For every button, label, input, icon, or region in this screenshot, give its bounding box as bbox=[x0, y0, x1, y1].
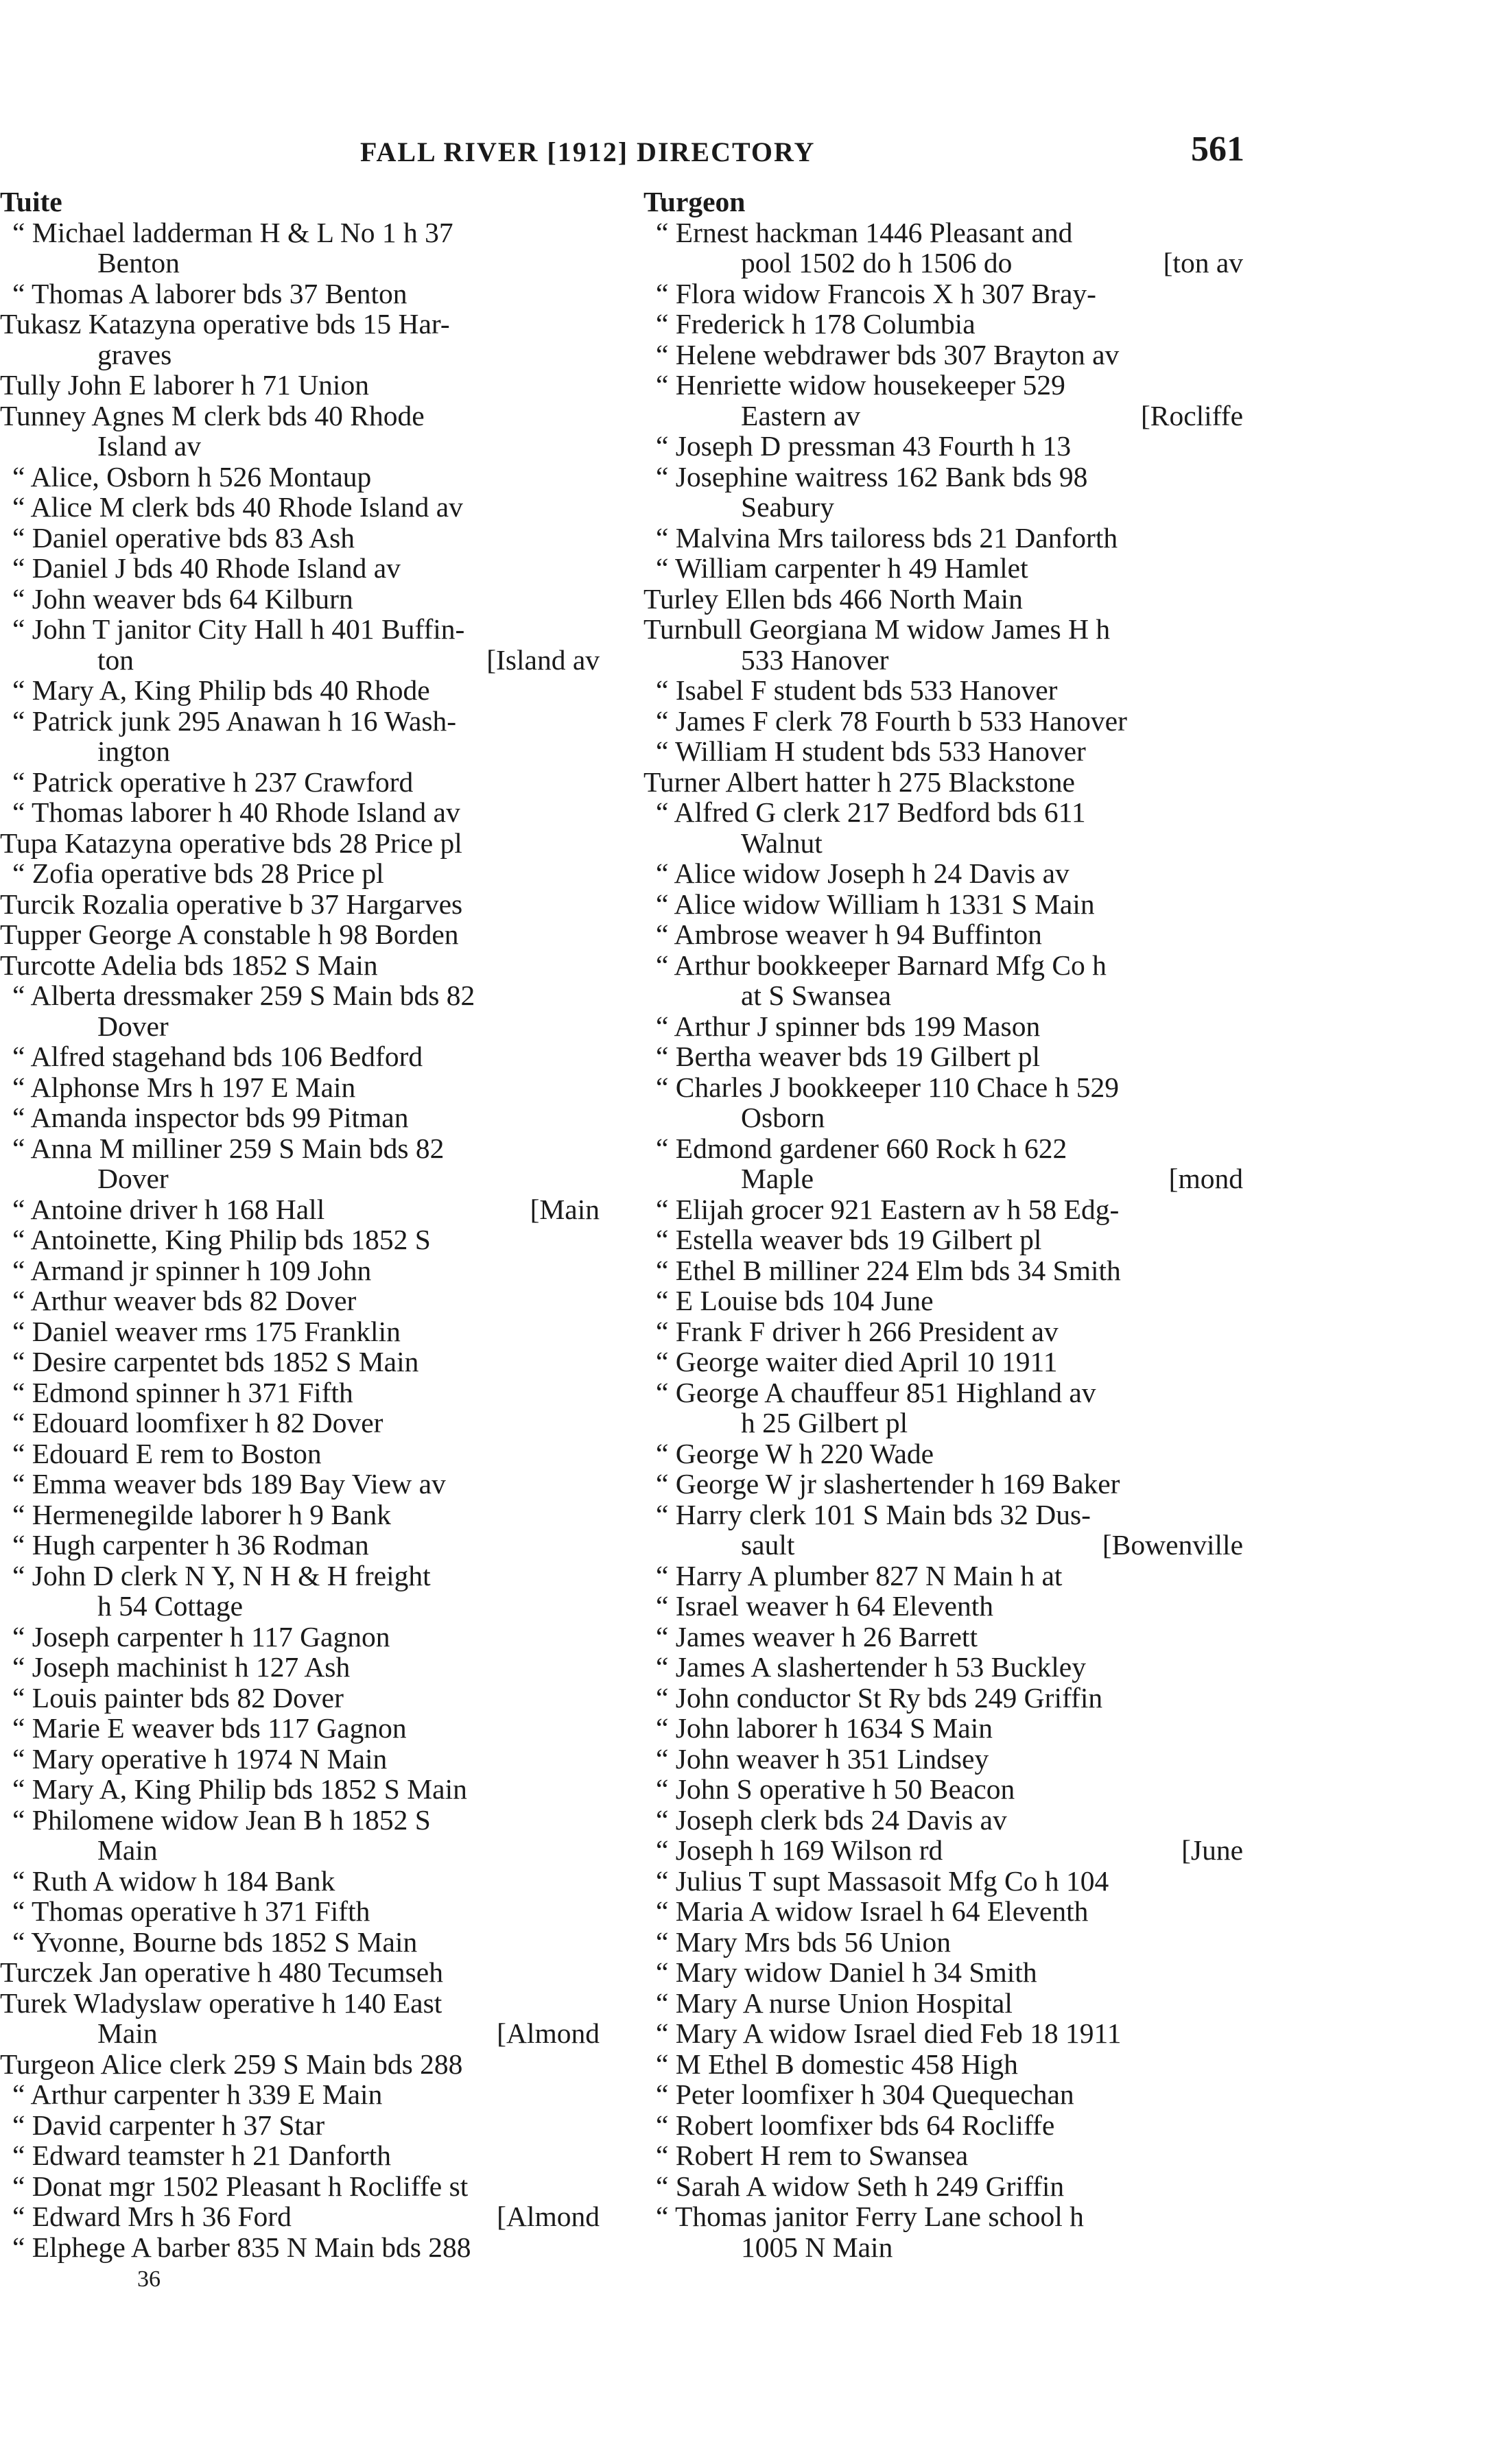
directory-entry: “ Thomas operative h 371 Fifth bbox=[12, 1895, 370, 1927]
directory-entry-line bbox=[643, 1835, 1247, 1866]
directory-entry: “ Robert loomfixer bds 64 Rocliffe bbox=[656, 2109, 1055, 2141]
directory-entry: “ Mary widow Daniel h 34 Smith bbox=[656, 1956, 1037, 1988]
directory-entry: “ Alice M clerk bds 40 Rhode Island av bbox=[12, 491, 463, 523]
directory-entry: “ Daniel operative bds 83 Ash bbox=[12, 521, 355, 554]
directory-entry: “ John S operative h 50 Beacon bbox=[656, 1773, 1015, 1805]
directory-entry: Tupa Katazyna operative bds 28 Price pl bbox=[0, 827, 462, 859]
signature-mark: 36 bbox=[137, 2266, 161, 2292]
directory-entry-line bbox=[0, 2018, 604, 2049]
directory-entry: “ Alphonse Mrs h 197 E Main bbox=[12, 1071, 356, 1103]
directory-entry: “ John D clerk N Y, N H & H freight bbox=[12, 1559, 431, 1591]
entry-carryover: [Almond bbox=[497, 2201, 600, 2232]
directory-entry: “ Amanda inspector bds 99 Pitman bbox=[12, 1102, 409, 1133]
directory-entry: “ Zofia operative bds 28 Price pl bbox=[12, 857, 384, 889]
directory-entry: “ Daniel J bds 40 Rhode Island av bbox=[12, 552, 401, 584]
page-title: FALL RIVER [1912] DIRECTORY bbox=[360, 137, 816, 167]
directory-entry: “ Arthur J spinner bds 199 Mason bbox=[656, 1010, 1041, 1042]
directory-entry: “ E Louise bds 104 June bbox=[656, 1285, 934, 1316]
directory-entry-line bbox=[643, 1163, 1247, 1194]
entry-carryover: [Rocliffe bbox=[1140, 399, 1243, 431]
directory-entry: “ Harry clerk 101 S Main bds 32 Dus- bbox=[656, 1498, 1091, 1530]
directory-entry: “ Bertha weaver bds 19 Gilbert pl bbox=[656, 1041, 1041, 1072]
directory-entry: “ George W h 220 Wade bbox=[656, 1437, 934, 1469]
directory-entry: “ Ernest hackman 1446 Pleasant and bbox=[656, 216, 1073, 248]
entry-carryover: [Almond bbox=[497, 2017, 600, 2049]
entry-text: Maple bbox=[741, 1163, 814, 1194]
directory-entry: “ Alice widow Joseph h 24 Davis av bbox=[656, 857, 1070, 889]
directory-entry: “ Michael ladderman H & L No 1 h 37 bbox=[12, 216, 453, 248]
entry-continuation: Walnut bbox=[741, 827, 823, 859]
directory-entry: “ Hermenegilde laborer h 9 Bank bbox=[12, 1498, 391, 1530]
entry-continuation: Osborn bbox=[741, 1102, 825, 1133]
entry-continuation: Main bbox=[97, 1834, 158, 1866]
entry-continuation: 533 Hanover bbox=[741, 643, 889, 676]
directory-entry: “ Frederick h 178 Columbia bbox=[656, 308, 976, 340]
directory-entry-line bbox=[0, 1194, 604, 1225]
page-number: 561 bbox=[1191, 130, 1244, 169]
directory-entry: “ Maria A widow Israel h 64 Eleventh bbox=[656, 1895, 1089, 1927]
directory-entry: “ Emma weaver bds 189 Bay View av bbox=[12, 1468, 446, 1500]
directory-entry: “ Alice widow William h 1331 S Main bbox=[656, 888, 1095, 920]
directory-entry: “ James F clerk 78 Fourth b 533 Hanover bbox=[656, 704, 1127, 737]
directory-entry: “ M Ethel B domestic 458 High bbox=[656, 2048, 1018, 2080]
directory-entry: “ Frank F driver h 266 President av bbox=[656, 1315, 1059, 1347]
directory-entry: “ Arthur carpenter h 339 E Main bbox=[12, 2078, 383, 2110]
right-column bbox=[643, 187, 1247, 2262]
entry-continuation: Benton bbox=[97, 247, 180, 279]
directory-entry: Tunney Agnes M clerk bds 40 Rhode bbox=[0, 399, 425, 431]
directory-entry: Turnbull Georgiana M widow James H h bbox=[643, 613, 1111, 645]
directory-entry: “ Mary A, King Philip bds 40 Rhode bbox=[12, 674, 430, 706]
directory-entry: “ Patrick junk 295 Anawan h 16 Wash- bbox=[12, 704, 457, 737]
directory-entry: “ Antoinette, King Philip bds 1852 S bbox=[12, 1224, 431, 1255]
directory-entry-line bbox=[643, 1530, 1247, 1561]
directory-entry: “ Harry A plumber 827 N Main h at bbox=[656, 1559, 1063, 1591]
directory-entry: Tukasz Katazyna operative bds 15 Har- bbox=[0, 308, 450, 340]
directory-entry: “ Alfred G clerk 217 Bedford bds 611 bbox=[656, 796, 1086, 828]
directory-entry: “ Charles J bookkeeper 110 Chace h 529 bbox=[656, 1071, 1119, 1103]
entry-text: “ Joseph h 169 Wilson rd bbox=[656, 1834, 943, 1866]
entry-continuation: graves bbox=[97, 338, 172, 370]
directory-entry: “ David carpenter h 37 Star bbox=[12, 2109, 325, 2141]
directory-entry: “ Mary A nurse Union Hospital bbox=[656, 1987, 1013, 2019]
directory-entry: “ Robert H rem to Swansea bbox=[656, 2140, 969, 2171]
entry-text: ton bbox=[97, 643, 134, 676]
directory-entry: “ Ruth A widow h 184 Bank bbox=[12, 1864, 335, 1897]
directory-entry: “ Alice, Osborn h 526 Montaup bbox=[12, 460, 372, 493]
directory-entry: “ Anna M milliner 259 S Main bds 82 bbox=[12, 1132, 445, 1164]
directory-entry: “ William H student bds 533 Hanover bbox=[656, 735, 1086, 767]
entry-text: “ Edward Mrs h 36 Ford bbox=[12, 2201, 292, 2232]
directory-entry: “ Elphege A barber 835 N Main bds 288 bbox=[12, 2231, 471, 2263]
directory-entry: “ James weaver h 26 Barrett bbox=[656, 1620, 978, 1652]
directory-entry: “ John laborer h 1634 S Main bbox=[656, 1712, 993, 1744]
directory-entry: “ Edouard loomfixer h 82 Dover bbox=[12, 1407, 383, 1438]
directory-entry: “ Joseph D pressman 43 Fourth h 13 bbox=[656, 430, 1072, 462]
left-column bbox=[0, 187, 604, 2262]
page-header bbox=[0, 125, 1512, 180]
directory-entry: Tupper George A constable h 98 Borden bbox=[0, 919, 459, 950]
directory-entry: “ Arthur weaver bds 82 Dover bbox=[12, 1285, 357, 1316]
directory-entry: “ Israel weaver h 64 Eleventh bbox=[656, 1590, 994, 1622]
directory-entry: “ Peter loomfixer h 304 Quequechan bbox=[656, 2078, 1074, 2110]
directory-entry: “ Henriette widow housekeeper 529 bbox=[656, 369, 1065, 401]
directory-entry: “ Josephine waitress 162 Bank bds 98 bbox=[656, 460, 1088, 493]
directory-entry: “ Arthur bookkeeper Barnard Mfg Co h bbox=[656, 949, 1107, 981]
directory-entry: “ Ethel B milliner 224 Elm bds 34 Smith bbox=[656, 1254, 1121, 1286]
directory-entry: “ Estella weaver bds 19 Gilbert pl bbox=[656, 1224, 1042, 1255]
directory-entry-line bbox=[643, 248, 1247, 279]
entry-carryover: [Main bbox=[530, 1193, 600, 1225]
directory-entry: “ Daniel weaver rms 175 Franklin bbox=[12, 1315, 401, 1347]
directory-entry-line bbox=[0, 645, 604, 676]
directory-entry: “ Edouard E rem to Boston bbox=[12, 1437, 322, 1469]
directory-entry: “ Yvonne, Bourne bds 1852 S Main bbox=[12, 1926, 418, 1958]
entry-text: sault bbox=[741, 1529, 795, 1561]
directory-entry: “ John conductor St Ry bds 249 Griffin bbox=[656, 1681, 1103, 1714]
directory-entry: “ Alberta dressmaker 259 S Main bds 82 bbox=[12, 980, 475, 1011]
entry-continuation: 1005 N Main bbox=[741, 2231, 893, 2263]
entry-carryover: [Island av bbox=[486, 643, 600, 676]
directory-entry: “ Thomas laborer h 40 Rhode Island av bbox=[12, 796, 460, 828]
entry-continuation: Dover bbox=[97, 1010, 169, 1042]
directory-entry: “ Thomas A laborer bds 37 Benton bbox=[12, 277, 407, 309]
entry-text: “ Antoine driver h 168 Hall bbox=[12, 1193, 325, 1225]
directory-entry: “ Edmond gardener 660 Rock h 622 bbox=[656, 1132, 1067, 1164]
entry-carryover: [mond bbox=[1168, 1163, 1243, 1194]
entry-continuation: Seabury bbox=[741, 491, 834, 523]
directory-entry: “ Thomas janitor Ferry Lane school h bbox=[656, 2201, 1084, 2232]
directory-entry: “ George W jr slashertender h 169 Baker bbox=[656, 1468, 1120, 1500]
directory-entry: “ Helene webdrawer bds 307 Brayton av bbox=[656, 338, 1120, 370]
directory-entry: “ John T janitor City Hall h 401 Buffin- bbox=[12, 613, 465, 645]
directory-entry: “ Sarah A widow Seth h 249 Griffin bbox=[656, 2170, 1065, 2202]
directory-entry: “ Mary A widow Israel died Feb 18 1911 bbox=[656, 2017, 1122, 2049]
entry-text: pool 1502 do h 1506 do bbox=[741, 247, 1013, 279]
directory-entry: Turcik Rozalia operative b 37 Hargarves bbox=[0, 888, 463, 920]
directory-entry: “ William carpenter h 49 Hamlet bbox=[656, 552, 1028, 584]
directory-entry-line bbox=[643, 401, 1247, 431]
entry-continuation: at S Swansea bbox=[741, 980, 891, 1011]
directory-entry: “ Donat mgr 1502 Pleasant h Rocliffe st bbox=[12, 2170, 469, 2202]
directory-entry: “ Ambrose weaver h 94 Buffinton bbox=[656, 919, 1042, 950]
directory-entry: “ John weaver bds 64 Kilburn bbox=[12, 582, 353, 615]
entry-text: Main bbox=[97, 2017, 158, 2049]
directory-entry: “ Julius T supt Massasoit Mfg Co h 104 bbox=[656, 1864, 1109, 1897]
directory-entry: “ Malvina Mrs tailoress bds 21 Danforth bbox=[656, 521, 1118, 554]
directory-entry: “ James A slashertender h 53 Buckley bbox=[656, 1651, 1086, 1683]
surname-heading: Tuite bbox=[0, 186, 62, 217]
directory-entry: “ Philomene widow Jean B h 1852 S bbox=[12, 1803, 431, 1836]
entry-continuation: ington bbox=[97, 735, 171, 767]
entry-continuation: h 25 Gilbert pl bbox=[741, 1407, 908, 1438]
directory-entry: “ Joseph clerk bds 24 Davis av bbox=[656, 1803, 1007, 1836]
directory-entry: Turczek Jan operative h 480 Tecumseh bbox=[0, 1956, 443, 1988]
directory-entry: “ Marie E weaver bds 117 Gagnon bbox=[12, 1712, 407, 1744]
directory-entry: “ Patrick operative h 237 Crawford bbox=[12, 766, 414, 798]
directory-entry: “ Alfred stagehand bds 106 Bedford bbox=[12, 1041, 423, 1072]
directory-entry: “ Elijah grocer 921 Eastern av h 58 Edg- bbox=[656, 1193, 1120, 1225]
directory-entry: “ Louis painter bds 82 Dover bbox=[12, 1681, 344, 1714]
directory-entry: “ Joseph machinist h 127 Ash bbox=[12, 1651, 351, 1683]
directory-entry: “ Armand jr spinner h 109 John bbox=[12, 1254, 372, 1286]
directory-entry: “ George waiter died April 10 1911 bbox=[656, 1346, 1058, 1377]
directory-entry: “ Mary A, King Philip bds 1852 S Main bbox=[12, 1773, 467, 1805]
directory-entry: “ Flora widow Francois X h 307 Bray- bbox=[656, 277, 1096, 309]
directory-entry: “ Joseph carpenter h 117 Gagnon bbox=[12, 1620, 390, 1652]
directory-entry: “ John weaver h 351 Lindsey bbox=[656, 1742, 989, 1775]
directory-entry: “ Edward teamster h 21 Danforth bbox=[12, 2140, 391, 2171]
entry-carryover: [ton av bbox=[1163, 247, 1243, 279]
directory-entry: Turley Ellen bds 466 North Main bbox=[643, 582, 1023, 615]
directory-entry: “ Edmond spinner h 371 Fifth bbox=[12, 1376, 353, 1408]
directory-entry: “ Isabel F student bds 533 Hanover bbox=[656, 674, 1058, 706]
directory-entry: “ Desire carpentet bds 1852 S Main bbox=[12, 1346, 419, 1377]
directory-entry: Tully John E laborer h 71 Union bbox=[0, 369, 369, 401]
entry-continuation: h 54 Cottage bbox=[97, 1590, 244, 1622]
directory-entry: “ George A chauffeur 851 Highland av bbox=[656, 1376, 1096, 1408]
directory-entry: Turner Albert hatter h 275 Blackstone bbox=[643, 766, 1075, 798]
entry-text: Eastern av bbox=[741, 399, 860, 431]
surname-heading: Turgeon bbox=[643, 186, 746, 217]
directory-entry: Turcotte Adelia bds 1852 S Main bbox=[0, 949, 378, 981]
directory-entry: Turek Wladyslaw operative h 140 East bbox=[0, 1987, 442, 2019]
directory-entry-line bbox=[0, 2201, 604, 2232]
entry-carryover: [June bbox=[1181, 1834, 1243, 1866]
directory-entry: “ Hugh carpenter h 36 Rodman bbox=[12, 1529, 369, 1561]
entry-continuation: Dover bbox=[97, 1163, 169, 1194]
directory-entry: “ Mary Mrs bds 56 Union bbox=[656, 1926, 951, 1958]
directory-entry: “ Mary operative h 1974 N Main bbox=[12, 1742, 388, 1775]
directory-entry: Turgeon Alice clerk 259 S Main bds 288 bbox=[0, 2048, 463, 2080]
entry-continuation: Island av bbox=[97, 430, 201, 462]
entry-carryover: [Bowenville bbox=[1102, 1529, 1243, 1561]
